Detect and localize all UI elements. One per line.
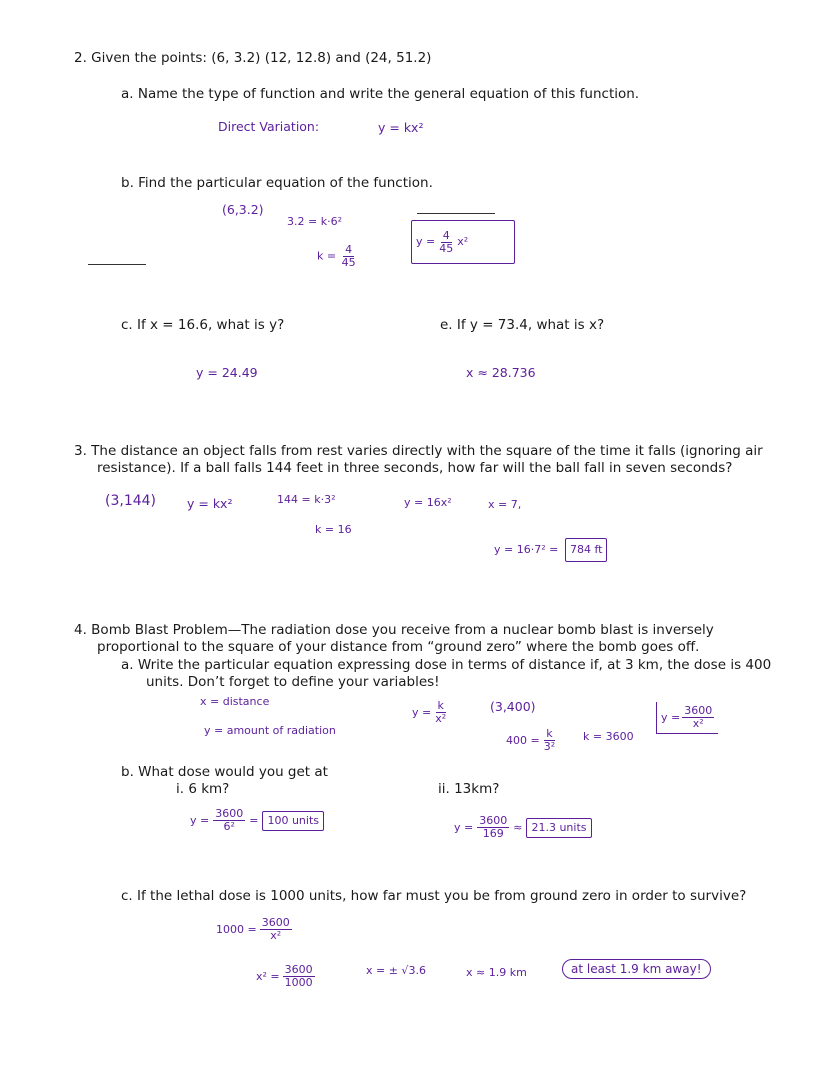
q4c-hw-l1-lhs: 1000 = <box>216 922 257 936</box>
q2b-hw-k-den: 45 <box>341 256 356 269</box>
q3-hw-particular: y = 16x² <box>404 496 452 509</box>
q4a-hw-x-definition: x = distance <box>200 695 270 708</box>
q4b-i-hw-fraction <box>213 808 245 833</box>
q4b-ii-hw-answer-box: 21.3 units <box>526 818 591 838</box>
q2c-hw-answer: y = 24.49 <box>196 365 258 380</box>
q2b-hw-k-lhs: k = <box>317 249 337 263</box>
q4-stem-line1: 4. Bomb Blast Problem—The radiation dose you receive from a nuclear bomb blast is inversely <box>74 622 714 638</box>
q4a-hw-sub-den: 3² <box>543 740 556 753</box>
q4c-hw-line1 <box>216 917 292 942</box>
q2b-hw-overline <box>417 213 495 214</box>
q2b-hw-ans-fraction <box>437 230 455 255</box>
q4b-i-hw-lhs: y = <box>190 813 210 827</box>
q4b-i-hw-answer-box: 100 units <box>262 811 324 831</box>
q2b-hw-point: (6,3.2) <box>222 202 264 217</box>
q4b-ii-hw-num: 3600 <box>479 814 508 827</box>
q4b-prompt: b. What dose would you get at <box>121 764 328 780</box>
q2a-hw-equation: y = kx² <box>378 120 424 135</box>
q3-hw-general: y = kx² <box>187 496 233 511</box>
q4b-i-hw-num: 3600 <box>215 807 244 820</box>
q2b-hw-ans-num: 4 <box>442 228 450 242</box>
q4c-hw-l2-fraction <box>283 964 315 989</box>
q4a-hw-gen-lhs: y = <box>412 705 432 719</box>
q4c-hw-root: x = ± √3.6 <box>366 964 426 977</box>
q4a-prompt-line2: units. Don’t forget to define your variables! <box>146 674 440 690</box>
q4a-hw-point: (3,400) <box>490 699 536 714</box>
q3-hw-calc: y = 16·7² = <box>494 543 559 556</box>
q4c-hw-l2-den: 1000 <box>284 976 313 989</box>
q2e-hw-answer: x ≈ 28.736 <box>466 365 536 380</box>
q4a-hw-y-definition: y = amount of radiation <box>204 724 336 737</box>
q4b-i-hw-den: 6² <box>223 820 235 833</box>
q2b-hw-step1: 3.2 = k·6² <box>287 215 342 228</box>
q4b-ii-hw-den: 169 <box>482 827 504 840</box>
q2b-hw-ans-lhs: y = <box>416 235 436 248</box>
q4a-hw-k: k = 3600 <box>583 730 634 743</box>
q2b-hw-k <box>317 244 358 269</box>
q4b-ii-hw-eq: ≈ <box>513 820 523 834</box>
q4c-hw-note-cloud: at least 1.9 km away! <box>562 959 711 979</box>
q4b-i-prompt: i. 6 km? <box>176 781 230 797</box>
q3-hw-sub: 144 = k·3² <box>277 493 336 506</box>
q3-hw-k: k = 16 <box>315 523 352 536</box>
q3-stem-line2: resistance). If a ball falls 144 feet in three seconds, how far will the ball fall in seven seconds? <box>97 460 733 476</box>
q4c-hw-l1-den: x² <box>270 929 282 942</box>
q3-hw-answer-box: 784 ft <box>565 538 607 562</box>
q2a-prompt: a. Name the type of function and write the general equation of this function. <box>121 86 640 102</box>
q2b-answer-blank <box>88 264 146 265</box>
q4c-hw-l1-num: 3600 <box>261 916 290 929</box>
q4c-hw-l2-num: 3600 <box>284 963 313 976</box>
q2-stem: 2. Given the points: (6, 3.2) (12, 12.8) and (24, 51.2) <box>74 50 432 66</box>
q4b-i-hw-work <box>190 808 324 833</box>
q3-hw-point: (3,144) <box>105 493 157 509</box>
q4a-hw-ans-fraction <box>682 705 714 730</box>
q4b-ii-hw-lhs: y = <box>454 820 474 834</box>
q4a-hw-sub <box>506 728 557 753</box>
q4a-hw-gen-fraction <box>433 700 448 725</box>
q4c-hw-line2 <box>256 964 315 989</box>
q4a-hw-ans-num: 3600 <box>684 704 713 717</box>
q4c-hw-l1-fraction <box>260 917 292 942</box>
q4b-ii-hw-work <box>454 815 592 840</box>
q4a-hw-sub-fraction <box>542 728 557 753</box>
q2b-hw-ans-var: x² <box>457 235 469 248</box>
q4a-hw-sub-lhs: 400 = <box>506 733 540 747</box>
q2b-prompt: b. Find the particular equation of the function. <box>121 175 433 191</box>
q2e-prompt: e. If y = 73.4, what is x? <box>440 317 605 333</box>
q2b-hw-k-num: 4 <box>345 243 353 256</box>
q3-stem-line1: 3. The distance an object falls from rest varies directly with the square of the time it falls (ignoring air <box>74 443 763 459</box>
q2b-hw-answer-box <box>411 220 515 264</box>
q4a-hw-gen-num: k <box>437 699 444 712</box>
q4a-hw-ans-lhs: y = <box>661 710 681 724</box>
q4b-ii-hw-fraction <box>477 815 509 840</box>
q4a-hw-gen-den: x² <box>435 712 447 725</box>
q4a-hw-sub-num: k <box>546 727 553 740</box>
q4c-hw-approx: x ≈ 1.9 km <box>466 966 527 979</box>
q2b-hw-ans-den: 45 <box>439 241 454 255</box>
q2c-prompt: c. If x = 16.6, what is y? <box>121 317 285 333</box>
q4c-hw-l2-lhs: x² = <box>256 969 280 983</box>
q4c-prompt: c. If the lethal dose is 1000 units, how far must you be from ground zero in order to survive? <box>121 888 747 904</box>
q4-stem-line2: proportional to the square of your distance from “ground zero” where the bomb goes off. <box>97 639 700 655</box>
q4b-ii-prompt: ii. 13km? <box>438 781 500 797</box>
q4a-prompt-line1: a. Write the particular equation expressing dose in terms of distance if, at 3 km, the dose is 400 <box>121 657 772 673</box>
q4a-hw-general <box>412 700 448 725</box>
q2b-hw-k-fraction <box>340 244 358 269</box>
q4a-hw-ans-den: x² <box>692 717 704 730</box>
q3-hw-x: x = 7, <box>488 498 522 511</box>
q2a-hw-type: Direct Variation: <box>218 119 320 134</box>
q4a-hw-answer-box <box>656 702 718 734</box>
q4b-i-hw-eq: = <box>249 813 259 827</box>
